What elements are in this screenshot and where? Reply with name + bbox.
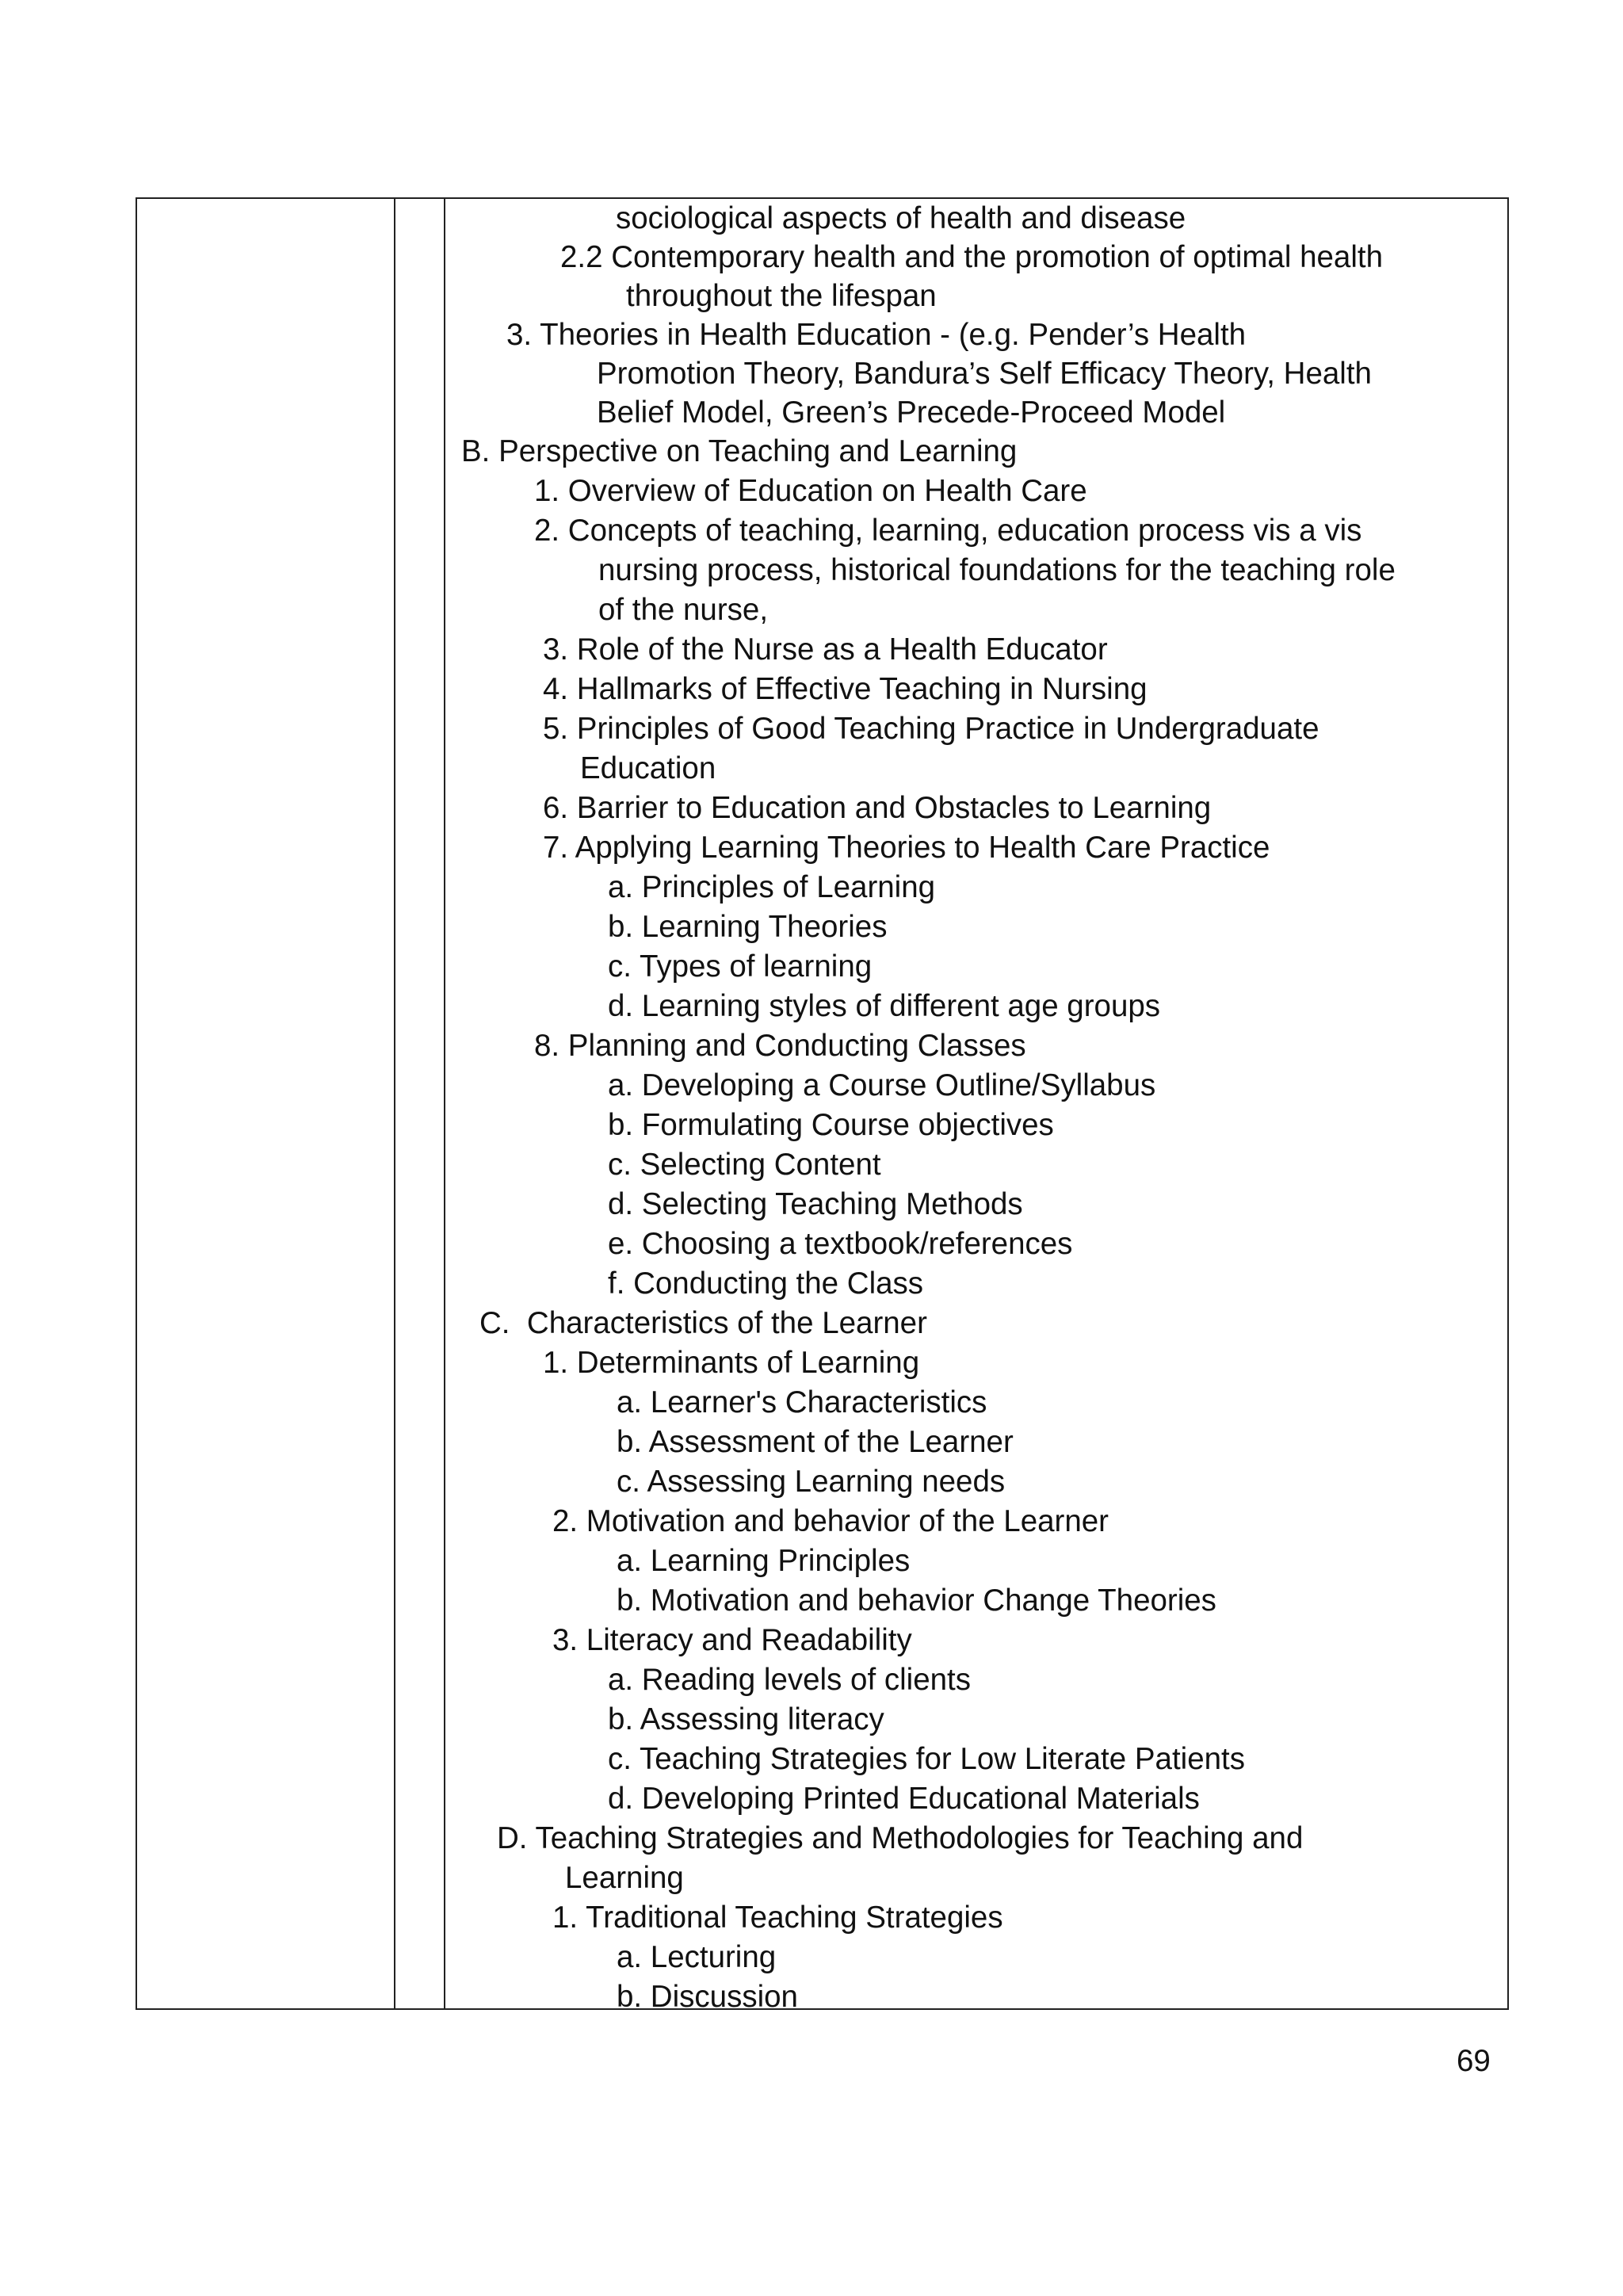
outline-line: 8. Planning and Conducting Classes (534, 1029, 1026, 1063)
outline-line: b. Assessing literacy (608, 1702, 884, 1736)
outline-line: 3. Literacy and Readability (552, 1623, 912, 1657)
outline-line: d. Developing Printed Educational Materials (608, 1782, 1200, 1816)
column-divider (444, 199, 445, 2008)
outline-line: c. Selecting Content (608, 1148, 881, 1182)
outline-line: 4. Hallmarks of Effective Teaching in Nursing (543, 672, 1148, 706)
outline-line: 3. Theories in Health Education - (e.g. Pender’s Health (506, 318, 1247, 352)
outline-line: c. Types of learning (608, 949, 873, 984)
section-heading: D. Teaching Strategies and Methodologies for Teaching and (497, 1821, 1304, 1855)
outline-line: 1. Traditional Teaching Strategies (552, 1901, 1003, 1935)
outline-line: 1. Determinants of Learning (543, 1346, 920, 1380)
column-divider (394, 199, 395, 2008)
outline-line: a. Lecturing (617, 1940, 777, 1974)
outline-line: c. Teaching Strategies for Low Literate Patients (608, 1742, 1245, 1776)
outline-line: a. Learning Principles (617, 1544, 911, 1578)
outline-line: throughout the lifespan (626, 279, 937, 313)
outline-line: b. Assessment of the Learner (617, 1425, 1014, 1459)
outline-line: b. Motivation and behavior Change Theories (617, 1584, 1216, 1618)
outline-line: Belief Model, Green’s Precede-Proceed Model (597, 395, 1226, 430)
outline-line: 7. Applying Learning Theories to Health Care Practice (543, 831, 1270, 865)
outline-line: a. Learner's Characteristics (617, 1385, 987, 1419)
outline-line: 3. Role of the Nurse as a Health Educator (543, 632, 1108, 667)
section-heading: B. Perspective on Teaching and Learning (461, 434, 1018, 468)
section-heading: C. Characteristics of the Learner (479, 1306, 927, 1340)
outline-line: a. Developing a Course Outline/Syllabus (608, 1068, 1156, 1102)
outline-line: 6. Barrier to Education and Obstacles to Learning (543, 791, 1212, 825)
outline-line: b. Formulating Course objectives (608, 1108, 1054, 1142)
outline-line: Education (580, 751, 716, 785)
outline-line: a. Reading levels of clients (608, 1663, 971, 1697)
outline-line: d. Learning styles of different age groups (608, 989, 1161, 1023)
outline-line: sociological aspects of health and disease (616, 201, 1186, 235)
outline-line: 5. Principles of Good Teaching Practice in Undergraduate (543, 712, 1319, 746)
outline-line: b. Discussion (617, 1980, 798, 2014)
page-number: 69 (1457, 2044, 1491, 2078)
outline-line: Promotion Theory, Bandura’s Self Efficacy Theory, Health (597, 357, 1372, 391)
outline-line: f. Conducting the Class (608, 1266, 924, 1301)
outline-line: 1. Overview of Education on Health Care (534, 474, 1087, 508)
outline-line: a. Principles of Learning (608, 870, 936, 904)
outline-line: b. Learning Theories (608, 910, 888, 944)
outline-line: 2.2 Contemporary health and the promotion of optimal health (560, 240, 1383, 274)
outline-line: nursing process, historical foundations for the teaching role (598, 553, 1396, 587)
outline-line: Learning (565, 1861, 684, 1895)
outline-line: d. Selecting Teaching Methods (608, 1187, 1023, 1221)
outline-line: 2. Motivation and behavior of the Learner (552, 1504, 1109, 1538)
outline-line: 2. Concepts of teaching, learning, education process vis a vis (534, 514, 1362, 548)
outline-line: of the nurse, (598, 593, 769, 627)
outline-line: e. Choosing a textbook/references (608, 1227, 1073, 1261)
outline-line: c. Assessing Learning needs (617, 1465, 1006, 1499)
